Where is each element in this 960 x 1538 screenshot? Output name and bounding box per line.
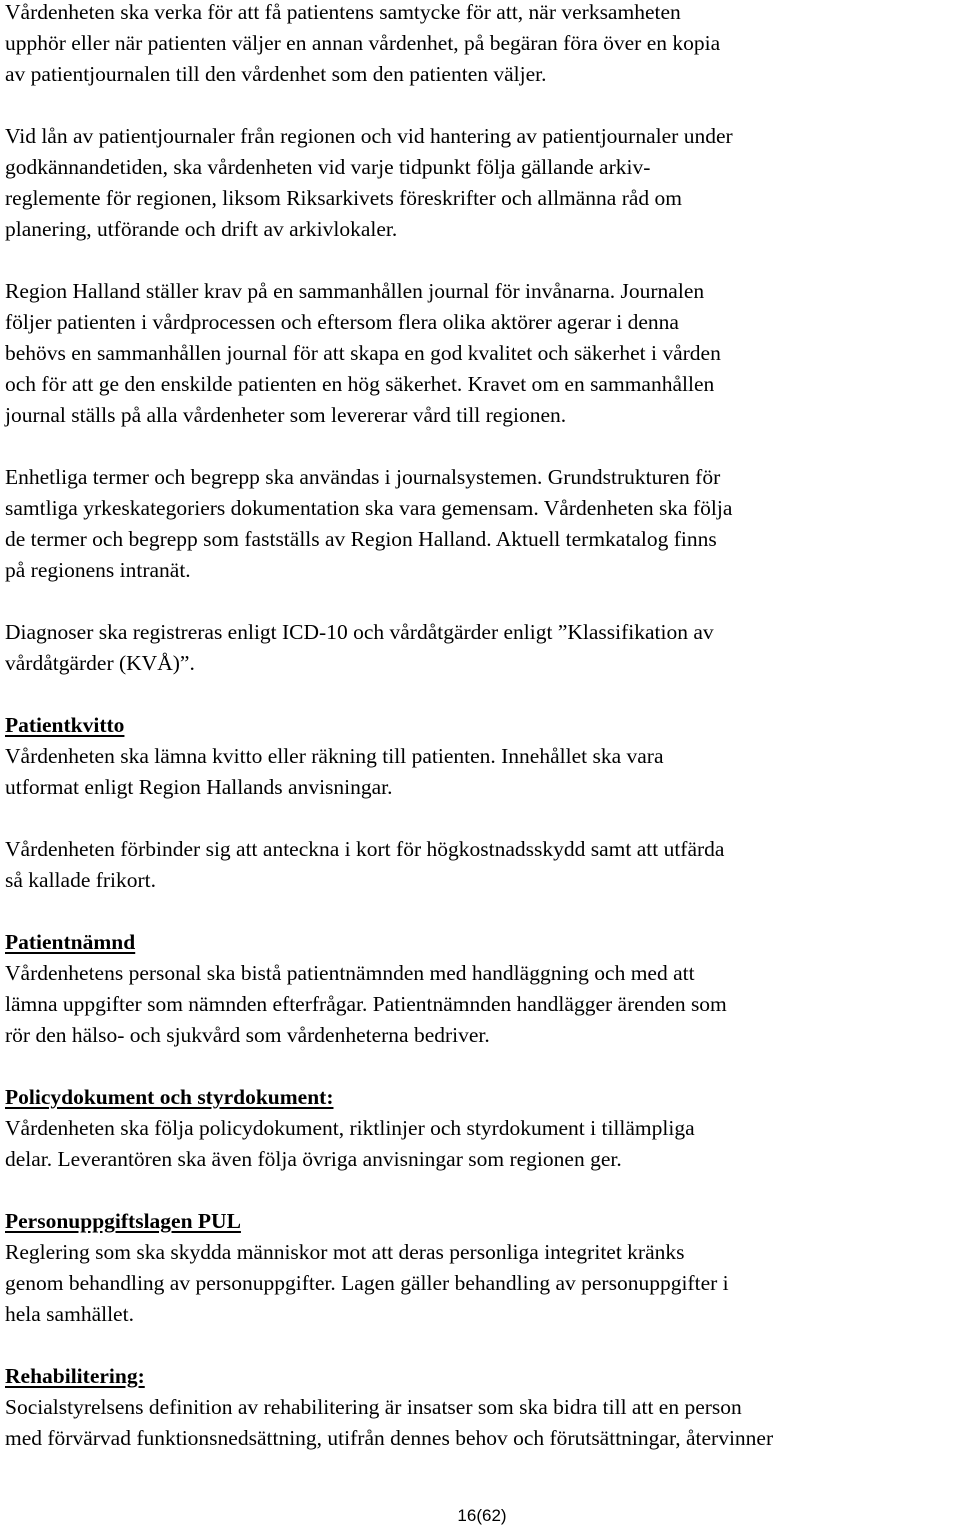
text-line: reglemente för regionen, liksom Riksarkivets föreskrifter och allmänna råd om: [5, 186, 683, 210]
section-policydokument: [5, 1082, 957, 1175]
section-patientnamnd: [5, 927, 957, 1051]
text-line: lämna uppgifter som nämnden efterfrågar. Patientnämnden handlägger ärenden som: [5, 992, 727, 1016]
paragraph-diagnoses: [5, 617, 957, 679]
text-line: Enhetliga termer och begrepp ska användas i journalsystemen. Grundstrukturen för: [5, 465, 721, 489]
text-line: Vid lån av patientjournaler från regionen och vid hantering av patientjournaler under: [5, 124, 733, 148]
text-line: Vårdenheten ska följa policydokument, riktlinjer och styrdokument i tillämpliga: [5, 1116, 695, 1140]
text-line: med förvärvad funktionsnedsättning, utifrån dennes behov och förutsättningar, återvinner: [5, 1426, 774, 1450]
text-line: rör den hälso- och sjukvård som vårdenheterna bedriver.: [5, 1023, 490, 1047]
text-line: behövs en sammanhållen journal för att skapa en god kvalitet och säkerhet i vården: [5, 341, 721, 365]
text-line: av patientjournalen till den vårdenhet som den patienten väljer.: [5, 62, 547, 86]
text-line: samtliga yrkeskategoriers dokumentation ska vara gemensam. Vårdenheten ska följa: [5, 496, 733, 520]
page-number: 16(62): [457, 1506, 507, 1525]
text-line: Vårdenheten ska verka för att få patientens samtycke för att, när verksamheten: [5, 0, 681, 24]
text-line: Socialstyrelsens definition av rehabilitering är insatser som ska bidra till att en person: [5, 1395, 742, 1419]
section-frikort: [5, 834, 957, 896]
text-line: så kallade frikort.: [5, 868, 157, 892]
text-line: Vårdenheten ska lämna kvitto eller räkning till patienten. Innehållet ska vara: [5, 744, 664, 768]
text-line: på regionens intranät.: [5, 558, 191, 582]
text-line: upphör eller när patienten väljer en annan vårdenhet, på begäran föra över en kopia: [5, 31, 721, 55]
text-line: och för att ge den enskilde patienten en hög säkerhet. Kravet om en sammanhållen: [5, 372, 715, 396]
text-line: Reglering som ska skydda människor mot att deras personliga integritet kränks: [5, 1240, 685, 1264]
section-heading: Patientnämnd: [5, 930, 136, 954]
text-line: journal ställs på alla vårdenheter som levererar vård till regionen.: [5, 403, 567, 427]
paragraph-journal-transfer: [5, 0, 957, 90]
section-patientkvitto: [5, 710, 957, 803]
text-line: planering, utförande och drift av arkivlokaler.: [5, 217, 398, 241]
document-body: [5, 0, 957, 1485]
text-line: utformat enligt Region Hallands anvisningar.: [5, 775, 393, 799]
text-line: de termer och begrepp som fastställs av Region Halland. Aktuell termkatalog finns: [5, 527, 717, 551]
section-heading: Rehabilitering:: [5, 1364, 145, 1388]
section-heading: Policydokument och styrdokument:: [5, 1085, 334, 1109]
page-footer: [0, 1504, 960, 1528]
paragraph-terms: [5, 462, 957, 586]
paragraph-journal-loans: [5, 121, 957, 245]
section-rehabilitering: [5, 1361, 957, 1454]
text-line: följer patienten i vårdprocessen och eftersom flera olika aktörer agerar i denna: [5, 310, 679, 334]
section-heading: Patientkvitto: [5, 713, 125, 737]
text-line: godkännandetiden, ska vårdenheten vid varje tidpunkt följa gällande arkiv-: [5, 155, 651, 179]
section-heading: Personuppgiftslagen PUL: [5, 1209, 241, 1233]
text-line: Region Halland ställer krav på en sammanhållen journal för invånarna. Journalen: [5, 279, 705, 303]
text-line: Vårdenheten förbinder sig att anteckna i kort för högkostnadsskydd samt att utfärda: [5, 837, 725, 861]
section-pul: [5, 1206, 957, 1330]
text-line: delar. Leverantören ska även följa övriga anvisningar som regionen ger.: [5, 1147, 622, 1171]
paragraph-unified-journal: [5, 276, 957, 431]
text-line: vårdåtgärder (KVÅ)”.: [5, 651, 195, 675]
text-line: genom behandling av personuppgifter. Lagen gäller behandling av personuppgifter i: [5, 1271, 729, 1295]
text-line: hela samhället.: [5, 1302, 134, 1326]
text-line: Diagnoser ska registreras enligt ICD-10 och vårdåtgärder enligt ”Klassifikation av: [5, 620, 714, 644]
text-line: Vårdenhetens personal ska bistå patientnämnden med handläggning och med att: [5, 961, 695, 985]
